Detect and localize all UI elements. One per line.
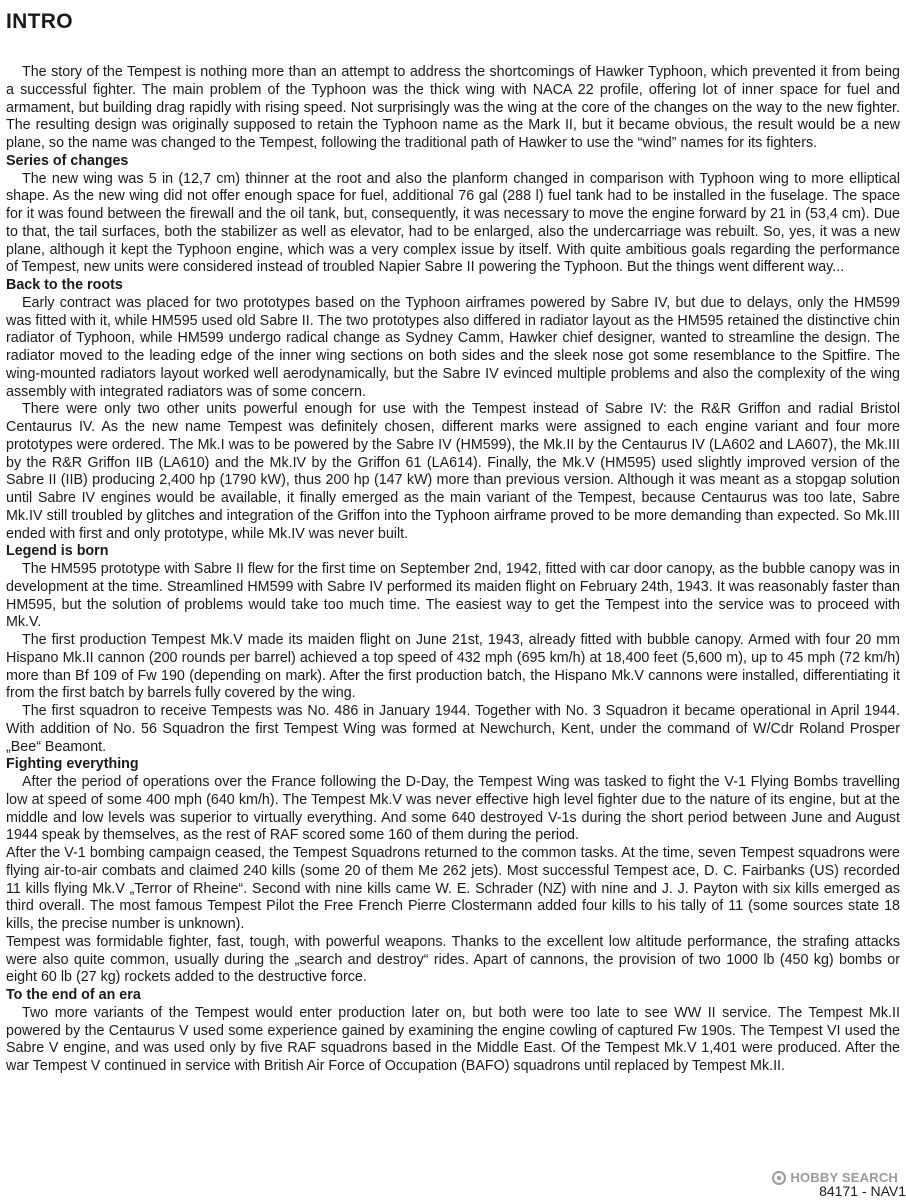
hobby-search-logo-icon [772, 1171, 786, 1185]
document-body [6, 64, 900, 1076]
body-paragraph: After the V-1 bombing campaign ceased, the Tempest Squadrons returned to the common tasks. At the time, seven Tempest squadrons were flying air-to-air combats and claimed 240 kills (some 20 of them Me 262 jets). Most successful Tempest ace, D. C. Fairbanks (US) recorded 11 kills flying Mk.V „Terror of Rheine“. Second with nine kills came W. E. Schrader (NZ) with nine and J. J. Payton with six kills emerged as third overall. The most famous Tempest Pilot the Free French Pierre Clostermann added four kills to his tally of 11 (some sources state 18 kills, the precise number is unknown). [6, 845, 900, 932]
body-paragraph: The story of the Tempest is nothing more than an attempt to address the shortcomings of Hawker Typhoon, which prevented it from being a successful fighter. The main problem of the Typhoon was the thick wing with NACA 22 profile, offering lot of inner space for fuel and armament, but building drag rapidly with rising speed. Not surprisingly was the wing at the core of the changes on the way to the new fighter. The resulting design was originally supposed to retain the Typhoon name as the Mark II, but it became obvious, the result would be a new plane, so the name was changed to the Tempest, following the traditional path of Hawker to use the “wind” names for its fighters. [6, 64, 900, 151]
body-paragraph: Tempest was formidable fighter, fast, tough, with powerful weapons. Thanks to the excellent low altitude performance, the strafing attacks were also quite common, usually during the „search and destroy“ rides. Apart of cannons, the provision of two 1000 lb (450 kg) bombs or eight 60 lb (27 kg) rockets added to the destructive force. [6, 933, 900, 986]
page-title: INTRO [6, 10, 73, 33]
body-paragraph: The new wing was 5 in (12,7 cm) thinner at the root and also the planform changed in comparison with Typhoon wing to more elliptical shape. As the new wing did not offer enough space for fuel, additional 76 gal (288 l) fuel tank had to be installed in the fuselage. The space for it was found between the firewall and the oil tank, but, consequently, it was necessary to move the engine forward by 21 in (53,4 cm). Due to that, the tail surfaces, both the stabilizer as well as elevator, had to be enlarged, also the undercarriage was rebuilt. So, yes, it was a new plane, although it kept the Typhoon engine, which was a very complex issue by itself. With quite ambitious goals regarding the performance of Tempest, new units were considered instead of troubled Napier Sabre II powering the Typhoon. But the things went different way... [6, 170, 900, 276]
section-heading: Back to the roots [6, 277, 123, 293]
body-paragraph: After the period of operations over the France following the D-Day, the Tempest Wing was tasked to fight the V-1 Flying Bombs travelling low at speed of some 400 mph (640 km/h). The Tempest Mk.V was never effective high level fighter due to the nature of its engine, but at the middle and low levels was superior to virtually everything. And some 640 destroyed V-1s during the short period between June and August 1944 speak by themselves, as the rest of RAF scored some 160 of them during the period. [6, 774, 900, 844]
document-page [6, 10, 900, 1076]
watermark-text: HOBBY SEARCH [790, 1170, 898, 1185]
body-paragraph: Early contract was placed for two prototypes based on the Typhoon airframes powered by Sabre IV, but due to delays, only the HM599 was fitted with it, while HM595 used old Sabre II. The two prototypes also differed in radiator layout as the HM595 retained the distinctive chin radiator of Typhoon, while HM599 undergo radical change as Sydney Camm, Hawker chief designer, wanted to streamline the design. The radiator moved to the leading edge of the inner wing sections on both sides and the sleek nose got some resemblance to the Spitfire. The wing-mounted radiators layout worked well aerodynamically, but the Sabre IV evinced multiple problems and also the complexity of the wing assembly with integrated radiators was of some concern. [6, 294, 900, 400]
body-paragraph: The first squadron to receive Tempests was No. 486 in January 1944. Together with No. 3 Squadron it became operational in April 1944. With addition of No. 56 Squadron the first Tempest Wing was formed at Newchurch, Kent, under the command of W/Cdr Roland Prosper „Bee“ Beamont. [6, 703, 900, 755]
body-paragraph: There were only two other units powerful enough for use with the Tempest instead of Sabre IV: the R&R Griffon and radial Bristol Centaurus IV. As the new name Tempest was definitely chosen, different marks were assigned to each engine variant and four more prototypes were ordered. The Mk.I was to be powered by the Sabre IV (HM599), the Mk.II by the Centaurus IV (LA602 and LA607), the Mk.III by the R&R Griffon IIB (LA610) and the Mk.IV by the Griffon 61 (LA614). Finally, the Mk.V (HM595) used slightly improved version of the Sabre II (IIB) producing 2,400 hp (1790 kW), thus 200 hp (147 kW) more than previous version. Although it was meant as a stopgap solution until Sabre IV engines would be available, it finally emerged as the main variant of the Tempest, because Centaurus was too late, Sabre Mk.IV still troubled by glitches and integration of the Griffon into the Typhoon airframe proved to be more demanding than expected. So Mk.III ended with first and only prototype, while Mk.IV was never built. [6, 401, 900, 542]
page-code: 84171 - NAV1 [819, 1183, 906, 1199]
section-heading: Legend is born [6, 543, 109, 560]
section-heading: To the end of an era [6, 987, 141, 1003]
body-paragraph: The first production Tempest Mk.V made its maiden flight on June 21st, 1943, already fitted with bubble canopy. Armed with four 20 mm Hispano Mk.II cannon (200 rounds per barrel) achieved a top speed of 432 mph (695 km/h) at 18,400 feet (5,600 m), up to 45 mph (72 km/h) more than Bf 109 of Fw 190 (depending on mark). After the first production batch, the Hispano Mk.V cannons were installed, differentiating it from the first batch by barrels fully covered by the wing. [6, 632, 900, 702]
section-heading: Fighting everything [6, 756, 139, 773]
body-paragraph: Two more variants of the Tempest would enter production later on, but both were too late to see WW II service. The Tempest Mk.II powered by the Centaurus V used some experience gained by examining the engine cowling of captured Fw 190s. The Tempest VI used the Sabre V engine, and was used only by five RAF squadrons based in the Middle East. Of the Tempest Mk.V 1,401 were produced. After the war Tempest V continued in service with British Air Force of Occupation (BAFO) squadrons until replaced by Tempest Mk.II. [6, 1004, 900, 1074]
body-paragraph: The HM595 prototype with Sabre II flew for the first time on September 2nd, 1942, fitted with car door canopy, as the bubble canopy was in development at the time. Streamlined HM599 with Sabre IV performed its maiden flight on February 24th, 1943. It was reasonably faster than HM595, but the solution of problems would take too much time. The easiest way to get the Tempest into the service was to proceed with Mk.V. [6, 561, 900, 631]
section-heading: Series of changes [6, 152, 129, 169]
